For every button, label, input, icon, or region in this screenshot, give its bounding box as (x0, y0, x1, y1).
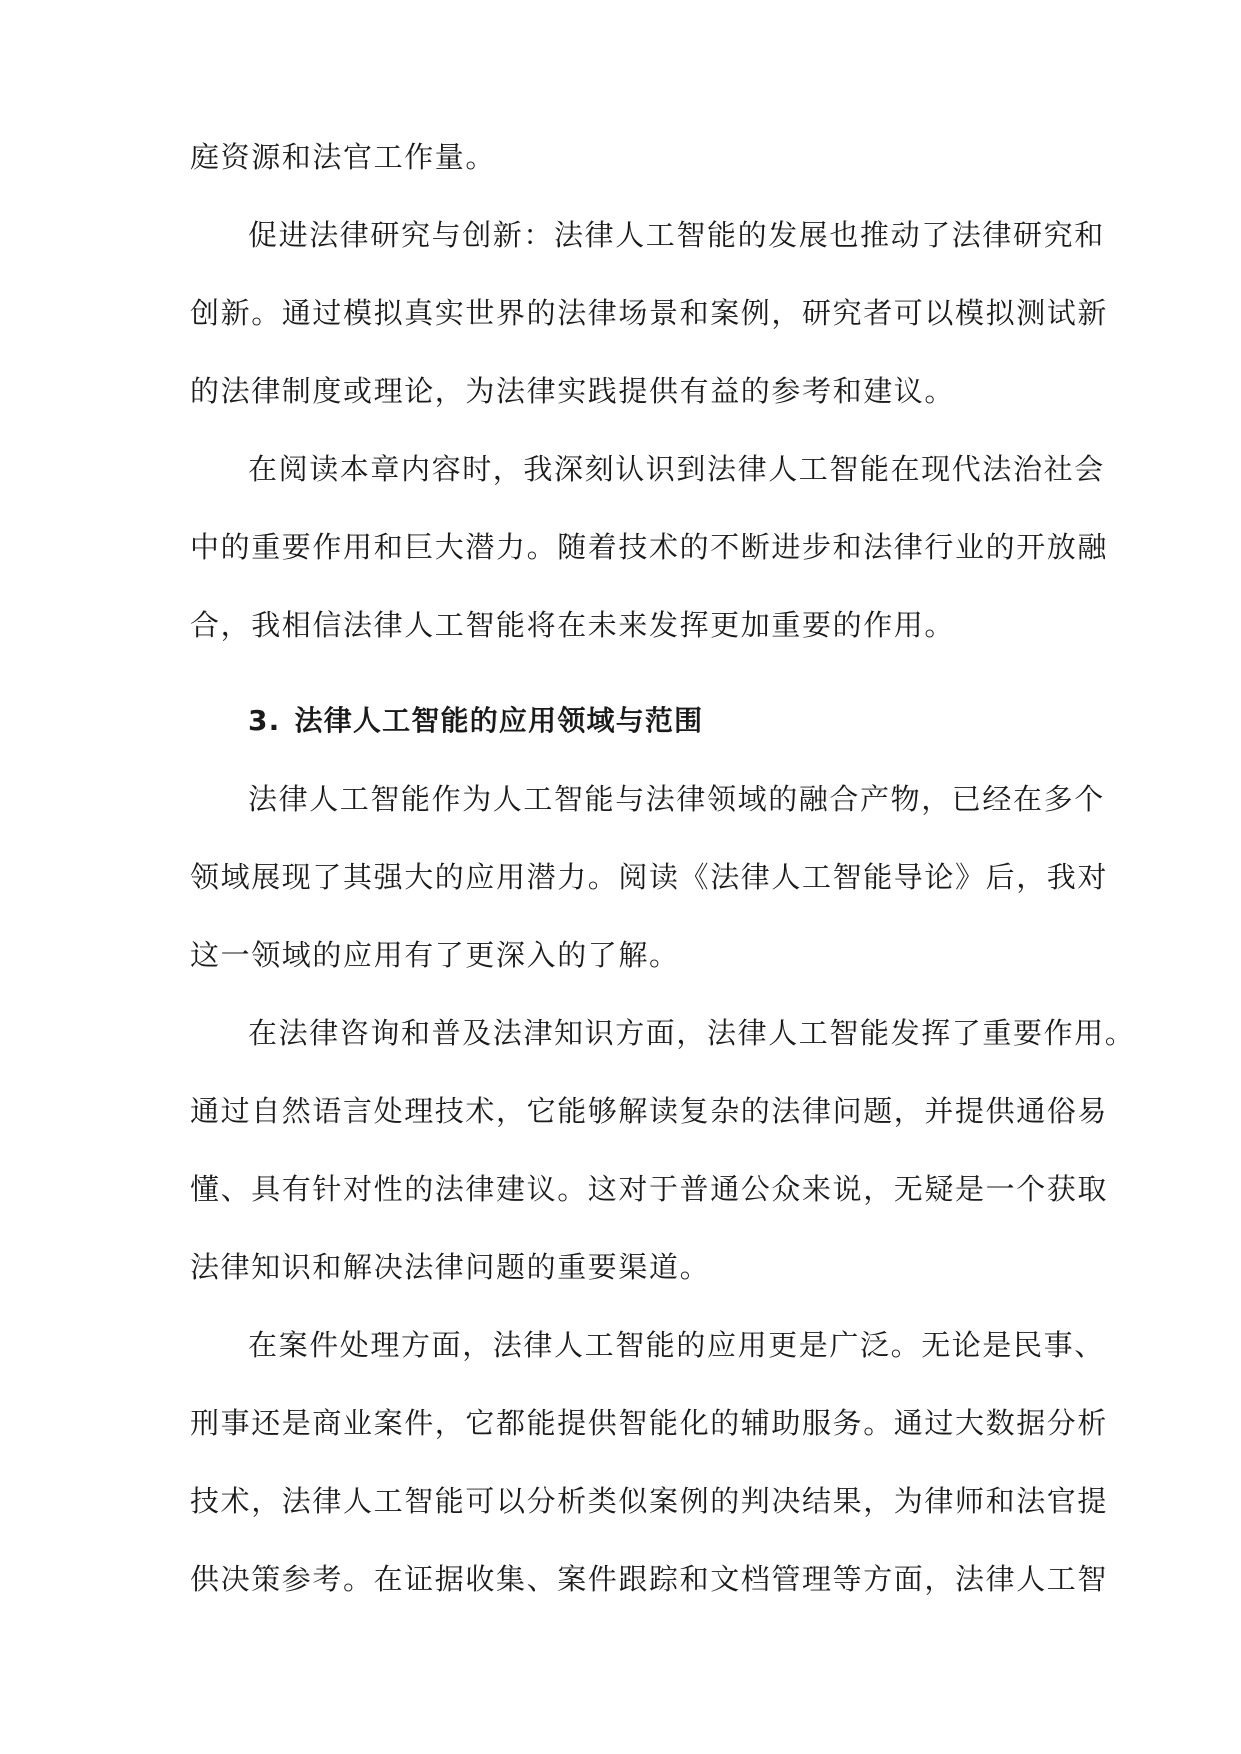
text-line: 促进法律研究与创新：法律人工智能的发展也推动了法律研究和 (248, 218, 1105, 252)
text-line: 法律人工智能作为人工智能与法律领域的融合产物，已经在多个 (248, 782, 1105, 816)
paragraph-introduction (190, 780, 1109, 974)
text-line: 合，我相信法律人工智能将在未来发挥更加重要的作用。 (190, 608, 956, 642)
text-line: 这一领域的应用有了更深入的了解。 (190, 938, 680, 972)
section-title: 法律人工智能的应用领域与范围 (294, 704, 704, 737)
section-number: 3. (248, 704, 281, 737)
text-line: 的法律制度或理论，为法律实践提供有益的参考和建议。 (190, 374, 956, 408)
paragraph-legal-consulting (190, 1014, 1136, 1286)
text-line: 通过自然语言处理技术，它能够解读复杂的法律问题，并提供通俗易 (190, 1094, 1109, 1128)
document-page (190, 138, 1136, 1598)
text-line: 技术，法律人工智能可以分析类似案例的判决结果，为律师和法官提 (190, 1484, 1109, 1518)
paragraph-continuation (190, 138, 1058, 176)
text-line: 在阅读本章内容时，我深刻认识到法律人工智能在现代法治社会 (248, 452, 1105, 486)
text-line: 供决策参考。在证据收集、案件跟踪和文档管理等方面，法律人工智 (190, 1562, 1109, 1596)
paragraph-research-innovation (190, 216, 1109, 410)
text-line: 中的重要作用和巨大潜力。随着技术的不断进步和法律行业的开放融 (190, 530, 1109, 564)
paragraph-case-handling (190, 1326, 1109, 1598)
text-line: 创新。通过模拟真实世界的法律场景和案例，研究者可以模拟测试新 (190, 296, 1109, 330)
paragraph-reflection (190, 450, 1109, 644)
text-line: 法律知识和解决法律问题的重要渠道。 (190, 1250, 711, 1284)
text-line: 懂、具有针对性的法律建议。这对于普通公众来说，无疑是一个获取 (190, 1172, 1109, 1206)
text-line: 领域展现了其强大的应用潜力。阅读《法律人工智能导论》后，我对 (190, 860, 1109, 894)
text-line: 庭资源和法官工作量。 (190, 140, 497, 174)
text-line: 在法律咨询和普及法津知识方面，法律人工智能发挥了重要作用。 (248, 1016, 1136, 1050)
section-heading (190, 702, 1058, 740)
text-line: 刑事还是商业案件，它都能提供智能化的辅助服务。通过大数据分析 (190, 1406, 1109, 1440)
text-line: 在案件处理方面，法律人工智能的应用更是广泛。无论是民事、 (248, 1328, 1105, 1362)
